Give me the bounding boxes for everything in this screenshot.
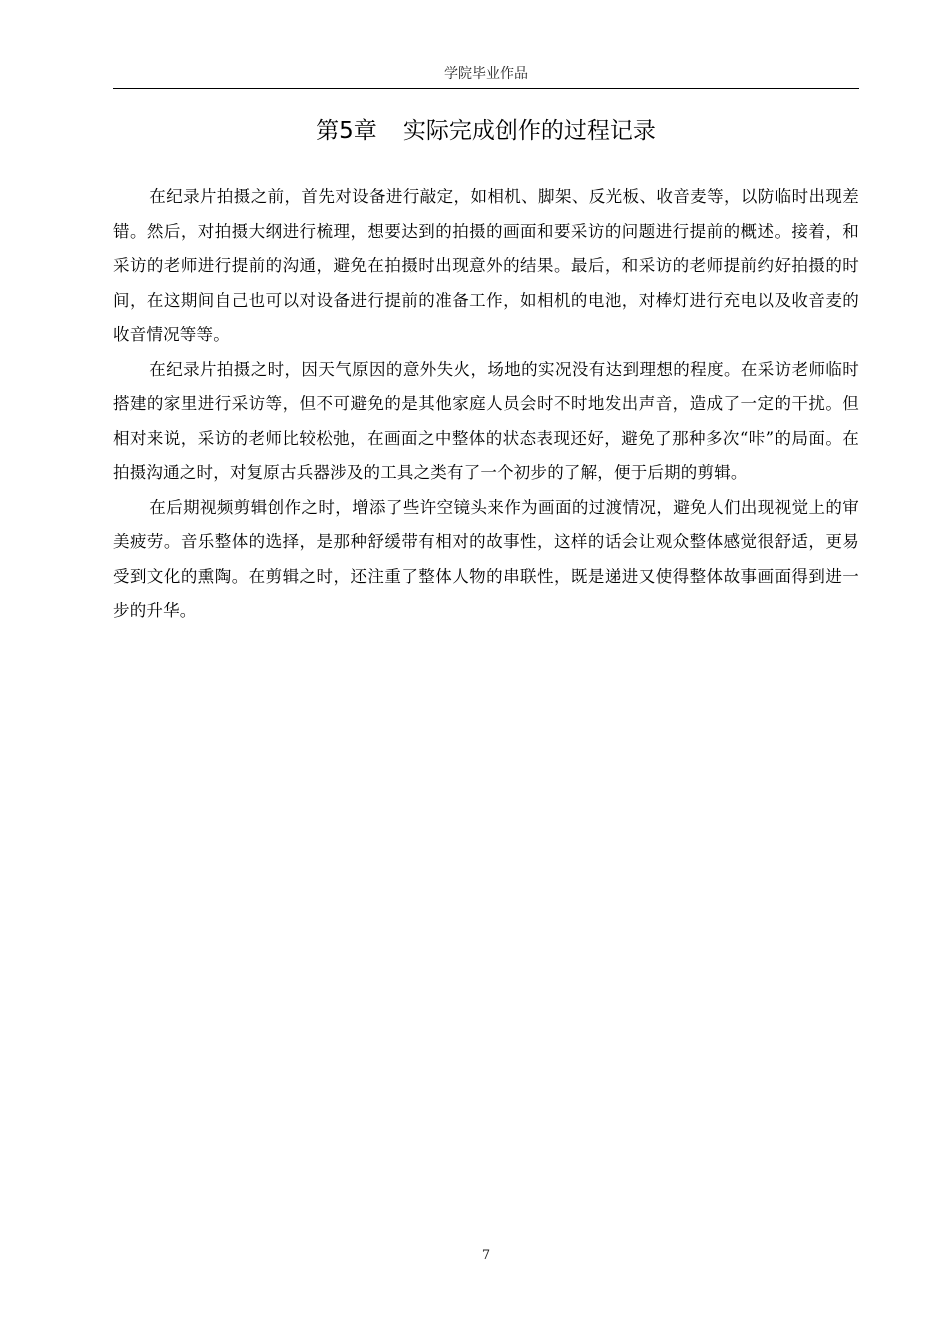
running-header: 学院毕业作品 [444,66,528,82]
paragraph-editing: 在后期视频剪辑创作之时，增添了些许空镜头来作为画面的过渡情况，避免人们出现视觉上的审美疲劳。音乐整体的选择，是那种舒缓带有相对的故事性，这样的话会让观众整体感觉很舒适，更易受到文化的熏陶。在剪辑之时，还注重了整体人物的串联性，既是递进又使得整体故事画面得到进一步的升华。 [113,497,859,620]
paragraph-shooting: 在纪录片拍摄之时，因天气原因的意外失火，场地的实况没有达到理想的程度。在采访老师临时搭建的家里进行采访等，但不可避免的是其他家庭人员会时不时地发出声音，造成了一定的干扰。但相对来说，采访的老师比较松弛，在画面之中整体的状态表现还好，避免了那种多次“咔”的局面。在拍摄沟通之时，对复原古兵器涉及的工具之类有了一个初步的了解，便于后期的剪辑。 [113,359,859,482]
chapter-title-text: 实际完成创作的过程记录 [402,118,656,144]
page-number: 7 [481,1248,491,1263]
chapter-number: 第5章 [316,118,377,144]
header-divider [113,88,859,89]
chapter-heading [113,114,859,148]
chapter-body [113,180,859,629]
paragraph-preparation: 在纪录片拍摄之前，首先对设备进行敲定，如相机、脚架、反光板、收音麦等，以防临时出现差错。然后，对拍摄大纲进行梳理，想要达到的拍摄的画面和要采访的问题进行提前的概述。接着，和采访的老师进行提前的沟通，避免在拍摄时出现意外的结果。最后，和采访的老师提前约好拍摄的时间，在这期间自己也可以对设备进行提前的准备工作，如相机的电池，对棒灯进行充电以及收音麦的收音情况等等。 [113,187,859,344]
